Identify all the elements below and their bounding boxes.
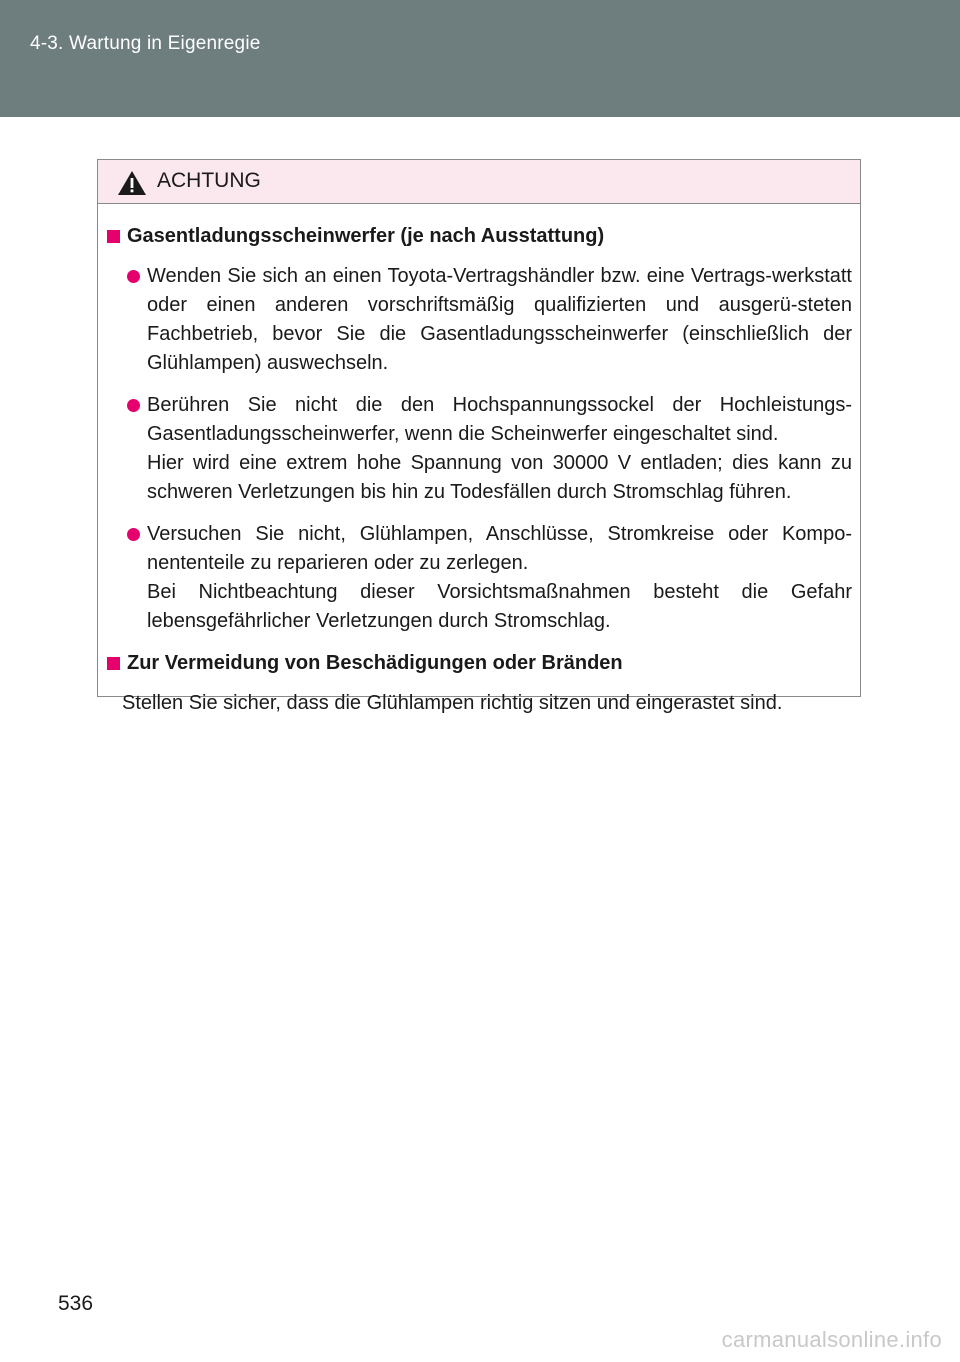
warning-triangle-icon — [117, 170, 147, 196]
round-bullet-icon — [127, 399, 140, 412]
heading-text: Gasentladungsscheinwerfer (je nach Ausstattung) — [127, 225, 605, 247]
watermark: carmanualsonline.info — [721, 1327, 942, 1352]
list-item-text — [147, 391, 852, 507]
square-bullet-icon — [107, 230, 120, 243]
header-band — [0, 0, 960, 117]
warning-body — [98, 204, 860, 718]
paragraph: Hier wird eine extrem hohe Spannung von 30000 V entladen; dies kann zu schweren Verletzungen bis hin zu Todesfällen durch Stromschlag führen. — [147, 452, 852, 503]
warning-header — [98, 160, 860, 204]
list-item — [127, 391, 852, 507]
paragraph: Bei Nichtbeachtung dieser Vorsichtsmaßnahmen besteht die Gefahr lebensgefährlicher Verletzungen durch Stromschlag. — [147, 581, 852, 632]
warning-label: ACHTUNG — [157, 169, 261, 192]
warning-box — [97, 159, 861, 714]
list-item-text — [147, 520, 852, 636]
square-bullet-icon — [107, 657, 120, 670]
paragraph: Versuchen Sie nicht, Glühlampen, Anschlüsse, Stromkreise oder Kompo-nententeile zu reparieren oder zu zerlegen. — [147, 523, 852, 574]
page-number: 536 — [58, 1292, 94, 1315]
list-item — [127, 262, 852, 378]
list-item-text — [147, 262, 852, 378]
paragraph: Stellen Sie sicher, dass die Glühlampen richtig sitzen und eingerastet sind. — [122, 692, 783, 714]
section-title: 4-3. Wartung in Eigenregie — [30, 33, 261, 54]
list-item — [127, 520, 852, 636]
round-bullet-icon — [127, 528, 140, 541]
paragraph: Berühren Sie nicht die den Hochspannungssockel der Hochleistungs-Gasentladungsscheinwerfer, wenn die Scheinwerfer eingeschaltet sind. — [147, 394, 852, 445]
heading-gasentladung — [106, 222, 852, 251]
paragraph: Wenden Sie sich an einen Toyota-Vertragshändler bzw. eine Vertrags-werkstatt oder einen anderen vorschriftsmäßig qualifizierten und ausgerü-steten Fachbetrieb, bevor Sie die Gasentladungsscheinwerfer (einschließlich der Glühlampen) auswechseln. — [147, 265, 852, 374]
round-bullet-icon — [127, 270, 140, 283]
heading-text: Zur Vermeidung von Beschädigungen oder Bränden — [127, 652, 623, 674]
heading-beschaedigungen — [106, 649, 852, 678]
